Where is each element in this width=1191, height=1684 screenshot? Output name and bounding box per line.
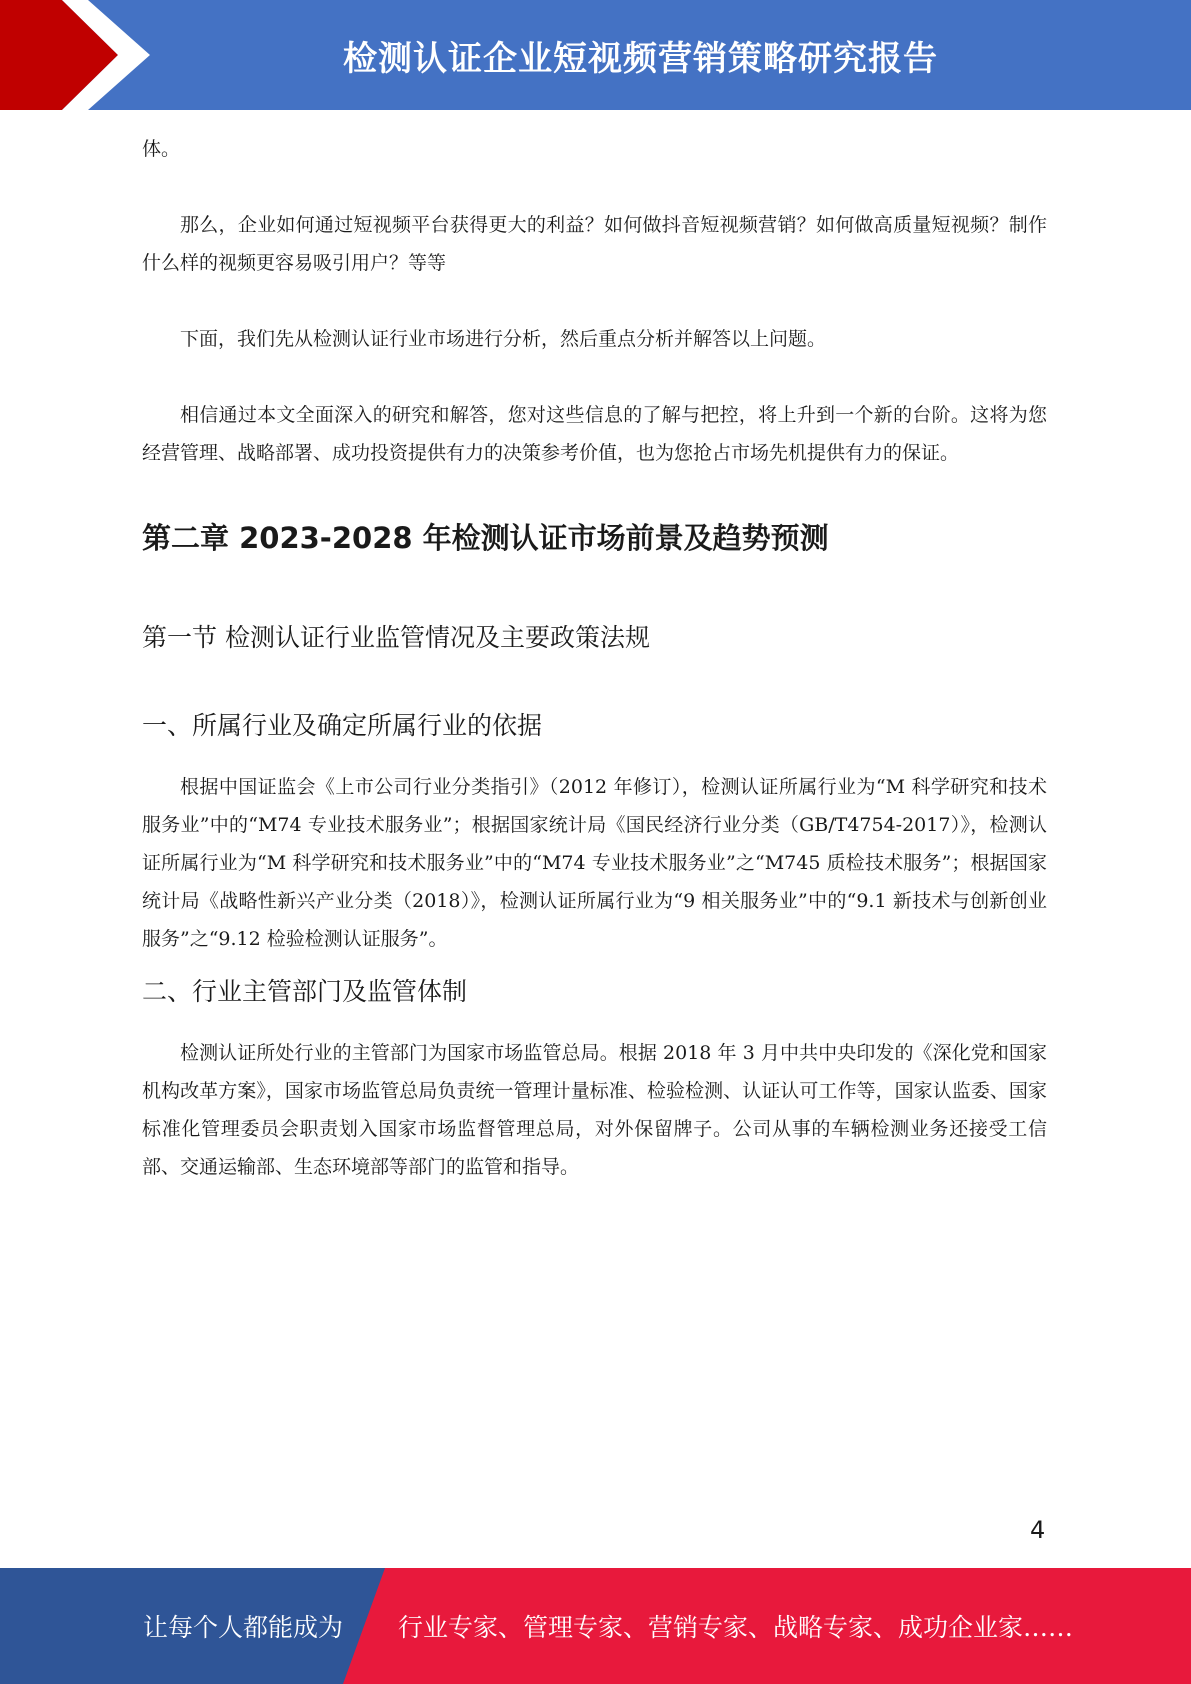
page-body <box>142 130 1047 1186</box>
subsection-heading: 二、行业主管部门及监管体制 <box>142 977 468 1006</box>
paragraph: 相信通过本文全面深入的研究和解答，您对这些信息的了解与把控，将上升到一个新的台阶。这将为您经营管理、战略部署、成功投资提供有力的决策参考价值，也为您抢占市场先机提供有力的保证。 <box>142 404 1047 464</box>
footer-slogan-right: 行业专家、管理专家、营销专家、战略专家、成功企业家…… <box>398 1613 1074 1642</box>
footer-slogan-left: 让每个人都能成为 <box>143 1613 344 1642</box>
page-number: 4 <box>1030 1516 1046 1544</box>
paragraph: 检测认证所处行业的主管部门为国家市场监管总局。根据 2018 年 3 月中共中央印发的《深化党和国家机构改革方案》，国家市场监管总局负责统一管理计量标准、检验检测、认证认可工作等，国家认监委、国家标准化管理委员会职责划入国家市场监督管理总局，对外保留牌子。公司从事的车辆检测业务还接受工信部、交通运输部、生态环境部等部门的监管和指导。 <box>142 1042 1047 1178</box>
chapter-heading: 第二章 2023-2028 年检测认证市场前景及趋势预测 <box>142 521 829 555</box>
paragraph: 体。 <box>142 138 181 160</box>
section-heading: 第一节 检测认证行业监管情况及主要政策法规 <box>142 623 650 652</box>
paragraph: 根据中国证监会《上市公司行业分类指引》（2012 年修订），检测认证所属行业为“M 科学研究和技术服务业”中的“M74 专业技术服务业”；根据国家统计局《国民经济行业分类（GB/T4754-2017）》，检测认证所属行业为“M 科学研究和技术服务业”中的“M74 专业技术服务业”之“M745 质检技术服务”；根据国家统计局《战略性新兴产业分类（2018）》，检测认证所属行业为“9 相关服务业”中的“9.1 新技术与创新创业服务”之“9.12 检验检测认证服务”。 <box>142 776 1047 950</box>
paragraph: 那么，企业如何通过短视频平台获得更大的利益？如何做抖音短视频营销？如何做高质量短视频？制作什么样的视频更容易吸引用户？等等 <box>142 214 1047 274</box>
paragraph: 下面，我们先从检测认证行业市场进行分析，然后重点分析并解答以上问题。 <box>180 328 827 350</box>
page-footer <box>0 1568 1191 1684</box>
subsection-heading: 一、所属行业及确定所属行业的依据 <box>142 711 543 740</box>
report-title: 检测认证企业短视频营销策略研究报告 <box>343 38 938 79</box>
page-header <box>0 0 1191 110</box>
